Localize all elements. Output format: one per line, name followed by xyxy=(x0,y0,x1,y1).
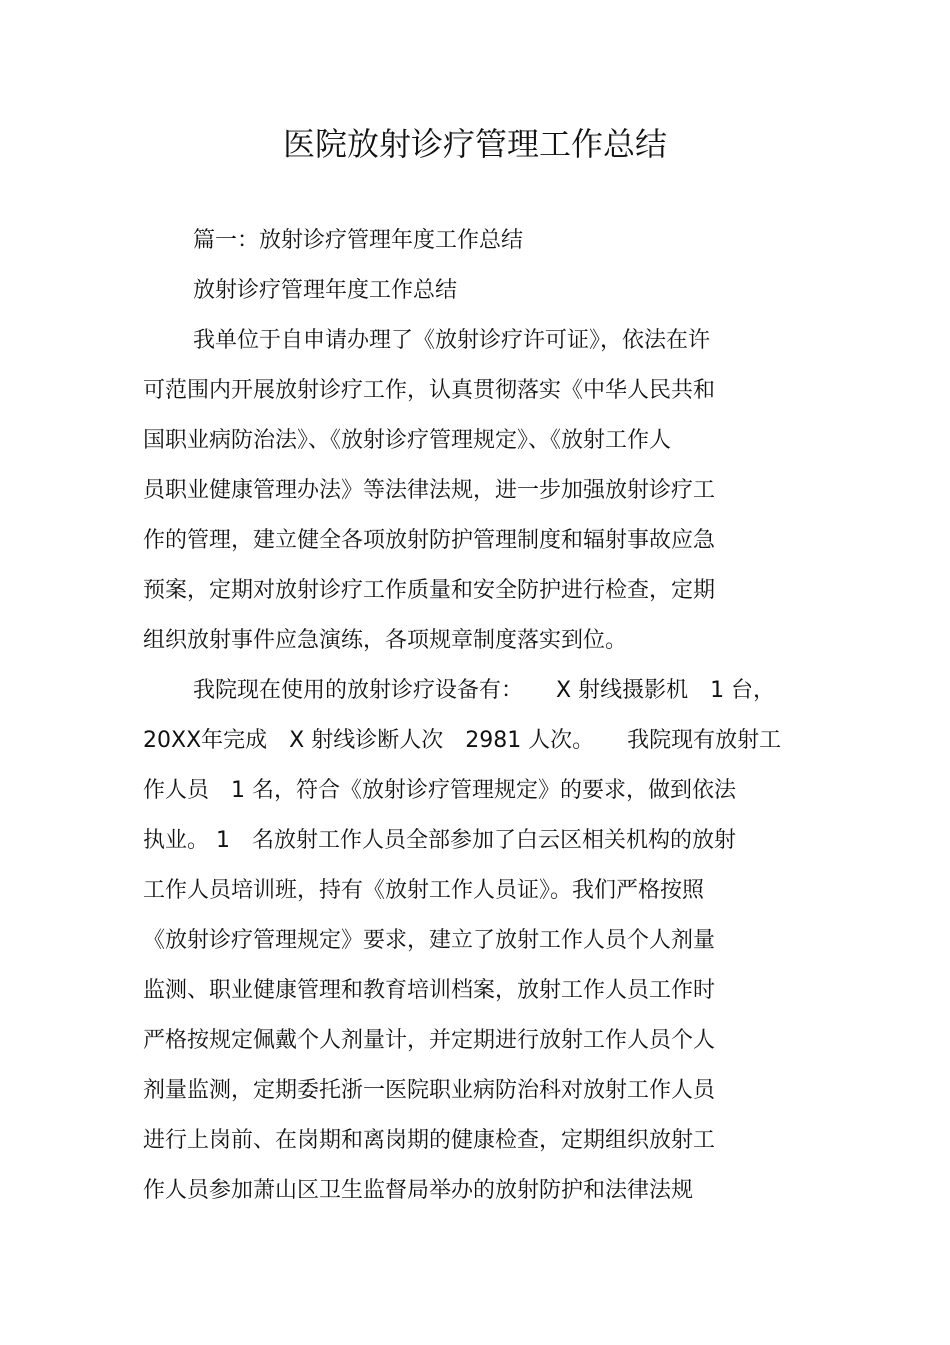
paragraph-line: 员职业健康管理办法》等法律法规，进一步加强放射诊疗工 xyxy=(143,478,716,503)
paragraph-line: 20XX年完成 X 射线诊断人次 2981 人次。 我院现有放射工 xyxy=(143,728,782,753)
paragraph-line: 国职业病防治法》、《放射诊疗管理规定》、《放射工作人 xyxy=(143,428,672,453)
paragraph-line: 监测、职业健康管理和教育培训档案，放射工作人员工作时 xyxy=(143,978,716,1003)
section-heading: 篇一：放射诊疗管理年度工作总结 xyxy=(193,228,524,253)
paragraph-line: 作人员参加萧山区卫生监督局举办的放射防护和法律法规 xyxy=(143,1178,694,1203)
paragraph-line: 严格按规定佩戴个人剂量计，并定期进行放射工作人员个人 xyxy=(143,1028,716,1053)
paragraph-line: 剂量监测，定期委托浙一医院职业病防治科对放射工作人员 xyxy=(143,1078,716,1103)
paragraph-line: 我院现在使用的放射诊疗设备有： X 射线摄影机 1 台， xyxy=(193,678,776,703)
subheading: 放射诊疗管理年度工作总结 xyxy=(193,278,458,303)
paragraph-line: 进行上岗前、在岗期和离岗期的健康检查，定期组织放射工 xyxy=(143,1128,716,1153)
paragraph-line: 作人员 1 名，符合《放射诊疗管理规定》的要求，做到依法 xyxy=(143,778,736,803)
paragraph-line: 作的管理，建立健全各项放射防护管理制度和辐射事故应急 xyxy=(143,528,716,553)
paragraph-line: 我单位于自申请办理了《放射诊疗许可证》，依法在许 xyxy=(193,328,711,353)
paragraph-line: 《放射诊疗管理规定》要求，建立了放射工作人员个人剂量 xyxy=(143,928,716,953)
paragraph-line: 可范围内开展放射诊疗工作，认真贯彻落实《中华人民共和 xyxy=(143,378,716,403)
paragraph-line: 组织放射事件应急演练，各项规章制度落实到位。 xyxy=(143,628,628,653)
paragraph-line: 执业。 1 名放射工作人员全部参加了白云区相关机构的放射 xyxy=(143,828,736,853)
document-title: 医院放射诊疗管理工作总结 xyxy=(282,125,667,163)
paragraph-line: 工作人员培训班，持有《放射工作人员证》。我们严格按照 xyxy=(143,878,705,903)
paragraph-line: 预案，定期对放射诊疗工作质量和安全防护进行检查，定期 xyxy=(143,578,716,603)
